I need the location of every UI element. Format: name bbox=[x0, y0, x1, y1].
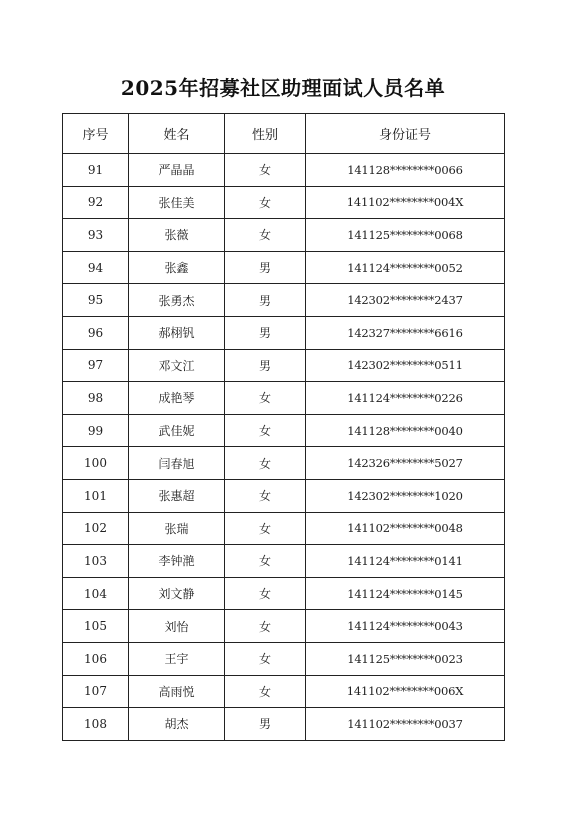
cell-id-number: 142302********2437 bbox=[306, 284, 505, 317]
cell-gender: 男 bbox=[225, 349, 306, 382]
cell-id-number: 141124********0141 bbox=[306, 545, 505, 578]
cell-id-number: 142326********5027 bbox=[306, 447, 505, 480]
cell-seq: 92 bbox=[63, 186, 129, 219]
cell-seq: 97 bbox=[63, 349, 129, 382]
header-name: 姓名 bbox=[129, 114, 225, 154]
cell-id-number: 141128********0040 bbox=[306, 414, 505, 447]
cell-id-number: 141125********0068 bbox=[306, 219, 505, 252]
cell-seq: 101 bbox=[63, 479, 129, 512]
cell-gender: 女 bbox=[225, 154, 306, 187]
table-row bbox=[63, 316, 505, 349]
cell-gender: 女 bbox=[225, 382, 306, 415]
cell-id-number: 141124********0226 bbox=[306, 382, 505, 415]
cell-gender: 女 bbox=[225, 414, 306, 447]
table-row bbox=[63, 642, 505, 675]
cell-id-number: 141102********004X bbox=[306, 186, 505, 219]
table-header-row bbox=[63, 114, 505, 154]
table-row bbox=[63, 577, 505, 610]
table-row bbox=[63, 382, 505, 415]
cell-name: 闫春旭 bbox=[129, 447, 225, 480]
table-row bbox=[63, 479, 505, 512]
cell-id-number: 141124********0145 bbox=[306, 577, 505, 610]
cell-seq: 103 bbox=[63, 545, 129, 578]
cell-gender: 男 bbox=[225, 708, 306, 741]
cell-name: 张瑞 bbox=[129, 512, 225, 545]
cell-name: 张佳美 bbox=[129, 186, 225, 219]
cell-gender: 男 bbox=[225, 316, 306, 349]
cell-id-number: 142327********6616 bbox=[306, 316, 505, 349]
cell-seq: 96 bbox=[63, 316, 129, 349]
table-row bbox=[63, 349, 505, 382]
cell-gender: 女 bbox=[225, 610, 306, 643]
cell-gender: 女 bbox=[225, 577, 306, 610]
cell-seq: 104 bbox=[63, 577, 129, 610]
table-row bbox=[63, 251, 505, 284]
cell-id-number: 141125********0023 bbox=[306, 642, 505, 675]
cell-seq: 105 bbox=[63, 610, 129, 643]
cell-id-number: 142302********1020 bbox=[306, 479, 505, 512]
cell-gender: 女 bbox=[225, 447, 306, 480]
cell-seq: 95 bbox=[63, 284, 129, 317]
table-row bbox=[63, 154, 505, 187]
header-id-number: 身份证号 bbox=[306, 114, 505, 154]
cell-gender: 女 bbox=[225, 545, 306, 578]
table-row bbox=[63, 186, 505, 219]
cell-gender: 女 bbox=[225, 219, 306, 252]
cell-name: 刘怡 bbox=[129, 610, 225, 643]
cell-gender: 女 bbox=[225, 479, 306, 512]
table-row bbox=[63, 545, 505, 578]
table-row bbox=[63, 447, 505, 480]
cell-gender: 女 bbox=[225, 675, 306, 708]
cell-id-number: 142302********0511 bbox=[306, 349, 505, 382]
cell-gender: 男 bbox=[225, 284, 306, 317]
cell-seq: 100 bbox=[63, 447, 129, 480]
cell-name: 胡杰 bbox=[129, 708, 225, 741]
cell-id-number: 141124********0052 bbox=[306, 251, 505, 284]
cell-gender: 女 bbox=[225, 512, 306, 545]
cell-id-number: 141128********0066 bbox=[306, 154, 505, 187]
cell-name: 张鑫 bbox=[129, 251, 225, 284]
cell-gender: 男 bbox=[225, 251, 306, 284]
cell-gender: 女 bbox=[225, 642, 306, 675]
cell-id-number: 141102********006X bbox=[306, 675, 505, 708]
cell-gender: 女 bbox=[225, 186, 306, 219]
cell-name: 刘文静 bbox=[129, 577, 225, 610]
cell-name: 王宇 bbox=[129, 642, 225, 675]
cell-name: 郝栩钒 bbox=[129, 316, 225, 349]
cell-seq: 93 bbox=[63, 219, 129, 252]
table-row bbox=[63, 219, 505, 252]
table-body bbox=[63, 154, 505, 741]
cell-seq: 99 bbox=[63, 414, 129, 447]
cell-name: 武佳妮 bbox=[129, 414, 225, 447]
cell-seq: 108 bbox=[63, 708, 129, 741]
header-gender: 性别 bbox=[225, 114, 306, 154]
cell-seq: 98 bbox=[63, 382, 129, 415]
table-row bbox=[63, 414, 505, 447]
table-row bbox=[63, 708, 505, 741]
cell-id-number: 141124********0043 bbox=[306, 610, 505, 643]
table-row bbox=[63, 284, 505, 317]
cell-seq: 107 bbox=[63, 675, 129, 708]
header-seq: 序号 bbox=[63, 114, 129, 154]
cell-name: 成艳琴 bbox=[129, 382, 225, 415]
cell-name: 高雨悦 bbox=[129, 675, 225, 708]
cell-name: 张薇 bbox=[129, 219, 225, 252]
cell-name: 邓文江 bbox=[129, 349, 225, 382]
cell-id-number: 141102********0037 bbox=[306, 708, 505, 741]
cell-id-number: 141102********0048 bbox=[306, 512, 505, 545]
cell-name: 严晶晶 bbox=[129, 154, 225, 187]
cell-name: 张惠超 bbox=[129, 479, 225, 512]
roster-table bbox=[62, 113, 505, 741]
cell-seq: 94 bbox=[63, 251, 129, 284]
page-title: 2025年招募社区助理面试人员名单 bbox=[120, 76, 446, 100]
cell-seq: 102 bbox=[63, 512, 129, 545]
cell-seq: 91 bbox=[63, 154, 129, 187]
table-row bbox=[63, 610, 505, 643]
table-row bbox=[63, 512, 505, 545]
cell-seq: 106 bbox=[63, 642, 129, 675]
cell-name: 李钟滟 bbox=[129, 545, 225, 578]
cell-name: 张勇杰 bbox=[129, 284, 225, 317]
table-row bbox=[63, 675, 505, 708]
